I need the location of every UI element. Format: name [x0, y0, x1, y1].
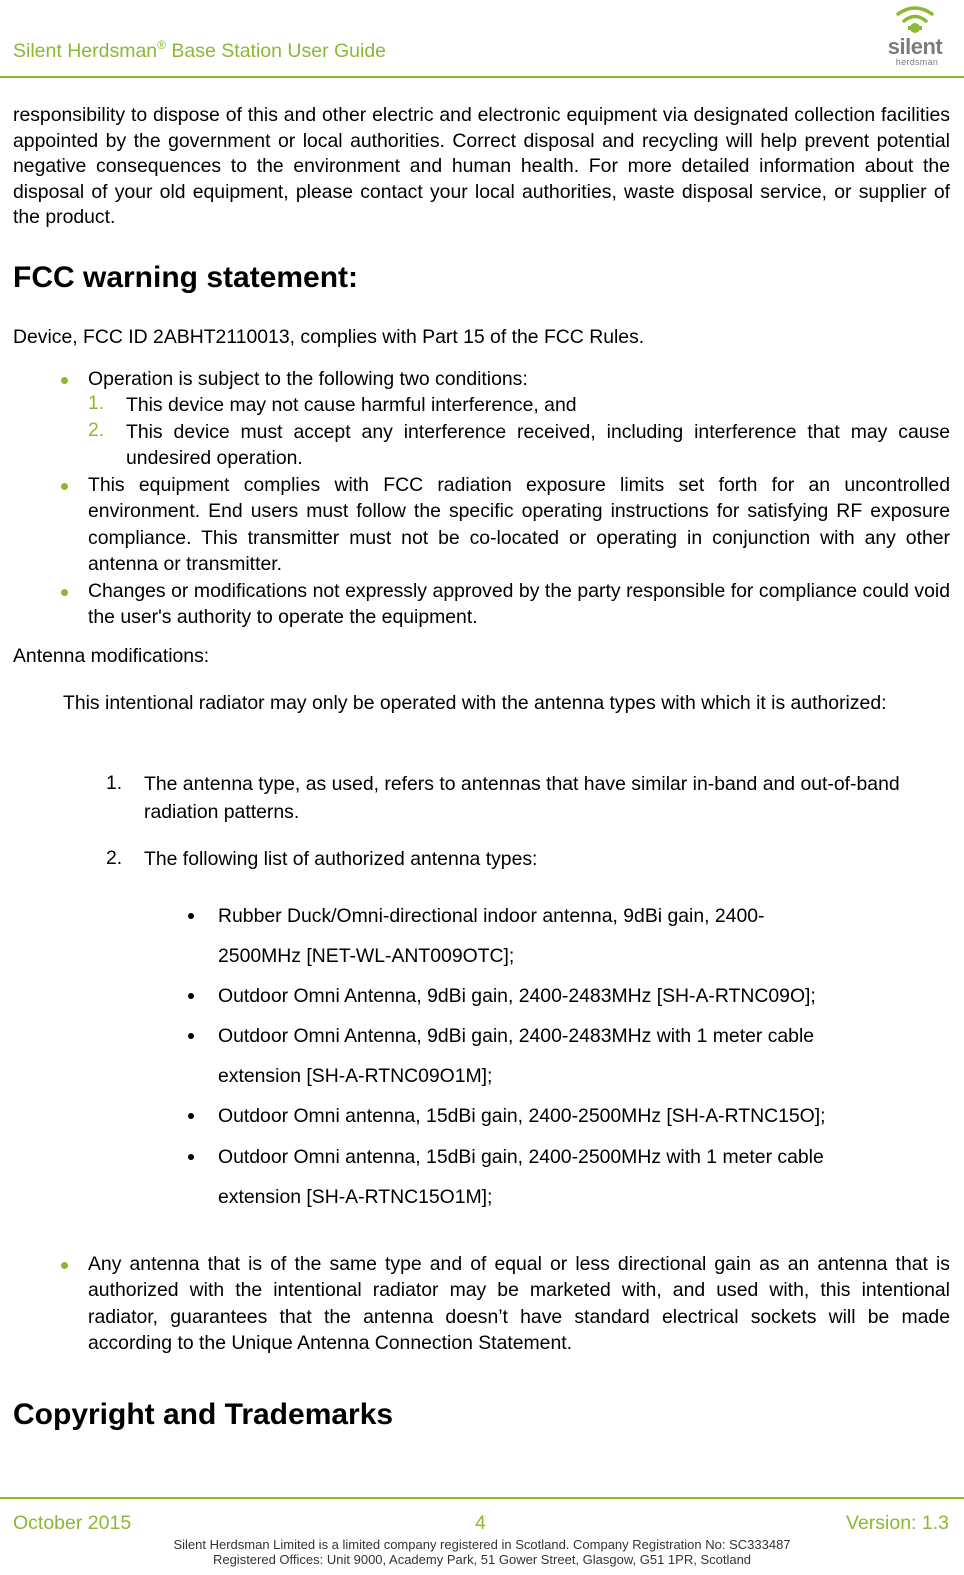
antenna-item-type: The antenna type, as used, refers to antennas that have similar in-band and out-of-band radiation patterns. [144, 773, 900, 823]
footer-legal-line: Silent Herdsman Limited is a limited company registered in Scotland. Company Registration No: SC333487 [173, 1537, 791, 1552]
footer-legal-line: Registered Offices: Unit 9000, Academy Park, 51 Gower Street, Glasgow, G51 1PR, Scotland [212, 1552, 752, 1567]
fcc-bullet-conditions: Operation is subject to the following two conditions: [88, 368, 528, 390]
bullet-icon [188, 1113, 194, 1119]
logo-wordmark: silent [887, 34, 943, 59]
bullet-icon [188, 993, 194, 999]
bullet-icon [61, 377, 68, 384]
antenna-type-item: extension [SH-A-RTNC15O1M]; [218, 1186, 493, 1208]
bullet-icon [61, 1262, 68, 1269]
condition-number: 1. [88, 392, 105, 414]
condition-text: This device must accept any interference received, including interference that may cause undesired operation. [126, 421, 950, 470]
antenna-heading: Antenna modifications: [13, 645, 210, 667]
footer-date: October 2015 [13, 1512, 132, 1534]
bullet-icon [188, 913, 194, 919]
bullet-icon [188, 1154, 194, 1160]
footer-version: Version: 1.3 [846, 1512, 949, 1534]
antenna-type-item: Outdoor Omni antenna, 15dBi gain, 2400-2500MHz [SH-A-RTNC15O]; [218, 1105, 826, 1127]
company-logo [884, 2, 954, 70]
signal-icon [884, 2, 946, 36]
copyright-heading: Copyright and Trademarks [13, 1398, 394, 1431]
antenna-type-item: Rubber Duck/Omni-directional indoor antenna, 9dBi gain, 2400- [218, 905, 765, 927]
logo-subtext: herdsman [895, 57, 939, 67]
fcc-bullet-modifications: Changes or modifications not expressly approved by the party responsible for compliance could void the user's authority to operate the equipment. [88, 580, 950, 629]
header-divider [0, 76, 964, 78]
fcc-id-statement: Device, FCC ID 2ABHT2110013, complies with Part 15 of the FCC Rules. [13, 326, 645, 348]
page-header [0, 0, 964, 78]
antenna-type-item: Outdoor Omni Antenna, 9dBi gain, 2400-2483MHz with 1 meter cable [218, 1025, 815, 1047]
antenna-type-item: 2500MHz [NET-WL-ANT009OTC]; [218, 945, 515, 967]
antenna-intro: This intentional radiator may only be operated with the antenna types with which it is authorized: [63, 692, 887, 714]
antenna-item-list: The following list of authorized antenna types: [144, 848, 538, 870]
fcc-bullet-exposure: This equipment complies with FCC radiation exposure limits set forth for an uncontrolled environment. End users must follow the specific operating instructions for satisfying RF exposure compliance. This transmitter must not be co-located or operating in conjunction with any other antenna or transmitter. [88, 474, 950, 575]
antenna-type-item: Outdoor Omni antenna, 15dBi gain, 2400-2500MHz with 1 meter cable [218, 1146, 824, 1168]
antenna-type-item: Outdoor Omni Antenna, 9dBi gain, 2400-2483MHz [SH-A-RTNC09O]; [218, 985, 816, 1007]
footer-divider [0, 1497, 964, 1499]
bullet-icon [61, 589, 68, 596]
antenna-type-item: extension [SH-A-RTNC09O1M]; [218, 1065, 493, 1087]
list-number: 2. [106, 847, 123, 869]
list-number: 1. [106, 772, 123, 794]
document-title: Silent Herdsman® Base Station User Guide [13, 38, 387, 62]
condition-text: This device may not cause harmful interference, and [126, 394, 577, 416]
bullet-icon [61, 483, 68, 490]
condition-number: 2. [88, 419, 105, 441]
fcc-heading: FCC warning statement: [13, 261, 359, 294]
bullet-icon [188, 1033, 194, 1039]
page-number: 4 [475, 1512, 486, 1534]
disposal-paragraph: responsibility to dispose of this and other electric and electronic equipment via designated collection facilities appointed by the government or local authorities. Correct disposal and recycling will help prevent potential negative consequences to the environment and human health. For more detailed information about the disposal of your old equipment, please contact your local authorities, waste disposal service, or supplier of the product. [13, 104, 950, 228]
antenna-closing-bullet: Any antenna that is of the same type and of equal or less directional gain as an antenna that is authorized with the intentional radiator may be marketed with, and used with, this intentional radiator, guarantees that the antenna doesn’t have standard electrical sockets will be made according to the Unique Antenna Connection Statement. [88, 1253, 950, 1354]
